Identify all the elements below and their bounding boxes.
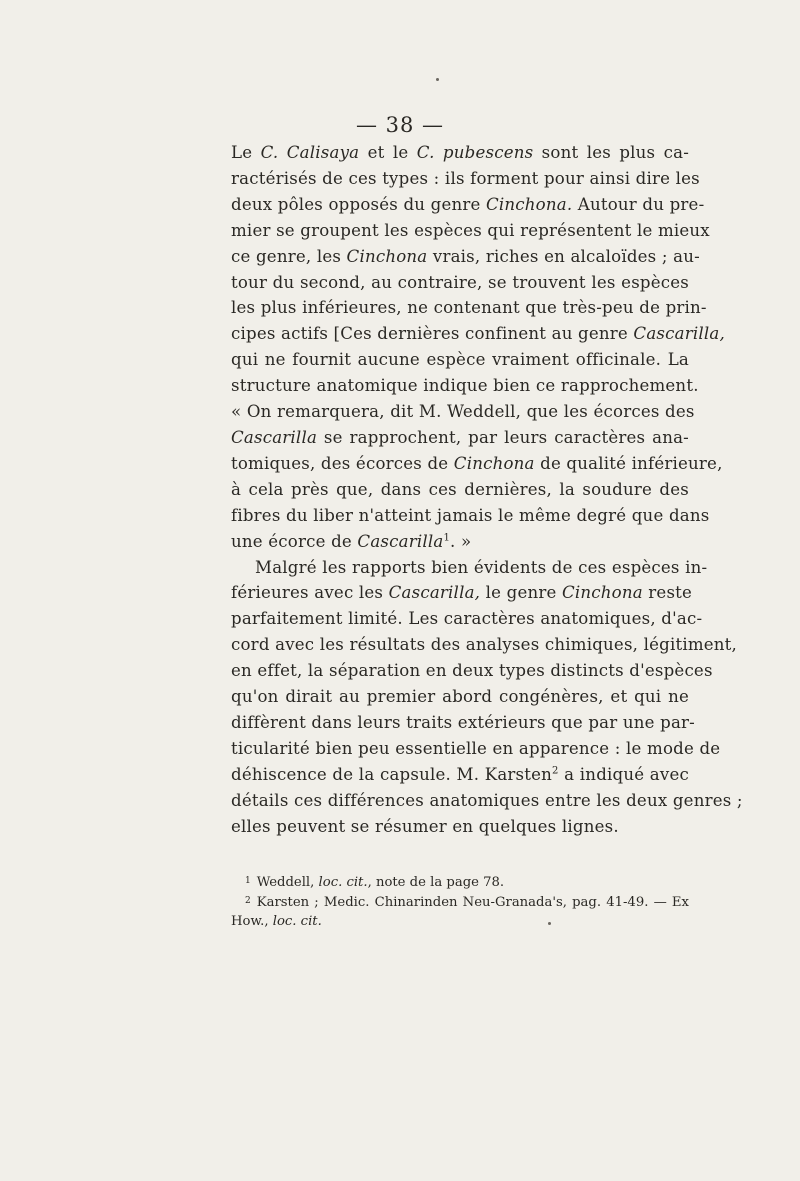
text-line: elles peuvent se résumer en quelques lignes.: [231, 816, 619, 836]
footnote-line: [231, 912, 689, 931]
footnotes: [231, 872, 689, 931]
text-line: cord avec les résultats des analyses chimiques, légitiment,: [231, 635, 738, 655]
text-line: qu'on dirait au premier abord congénères, et qui ne: [231, 687, 689, 707]
footnote-text: Weddell, loc. cit., note de la page 78.: [256, 875, 505, 890]
text-line: cipes actifs [Ces dernières confinent au genre Cascarilla,: [231, 324, 725, 344]
text-line: ce genre, les Cinchona vrais, riches en alcaloïdes ; au-: [231, 246, 700, 266]
text-line: parfaitement limité. Les caractères anatomiques, d'ac-: [231, 609, 703, 629]
footnote-number: 1: [245, 876, 251, 886]
paper-speck: [436, 78, 439, 81]
footnote-line: [231, 892, 689, 912]
text-line: détails ces différences anatomiques entre les deux genres ;: [231, 790, 743, 810]
footnote-text: Karsten ; Medic. Chinarinden Neu-Granada's, pag. 41-49. — Ex: [256, 895, 689, 910]
text-line: déhiscence de la capsule. M. Karsten$^2$ a indiqué avec: [231, 764, 689, 784]
footnote-line: [231, 872, 689, 892]
paper-speck: [548, 922, 551, 925]
text-line: Malgré les rapports bien évidents de ces espèces in-: [255, 557, 708, 577]
text-line: les plus inférieures, ne contenant que très-peu de prin-: [231, 298, 707, 318]
text-line: Le C. Calisaya et le C. pubescens sont les plus ca-: [231, 143, 690, 162]
text-line: structure anatomique indique bien ce rapprochement.: [231, 376, 699, 396]
page-number: — 38 —: [355, 113, 445, 137]
footnote-number: 2: [245, 896, 251, 906]
text-line: ticularité bien peu essentielle en apparence : le mode de: [231, 738, 721, 758]
footnote-text: How., loc. cit.: [231, 914, 322, 929]
text-line: tomiques, des écorces de Cinchona de qualité inférieure,: [231, 453, 723, 473]
text-line: mier se groupent les espèces qui représentent le mieux: [231, 220, 710, 240]
text-line: à cela près que, dans ces dernières, la soudure des: [231, 479, 689, 499]
text-line: férieures avec les Cascarilla, le genre Cinchona reste: [231, 583, 693, 603]
text-line: deux pôles opposés du genre Cinchona. Autour du pre-: [231, 194, 705, 214]
text-line: qui ne fournit aucune espèce vraiment officinale. La: [231, 350, 689, 370]
text-line: ractérisés de ces types : ils forment pour ainsi dire les: [231, 168, 700, 188]
text-line: diffèrent dans leurs traits extérieurs que par une par-: [231, 712, 695, 732]
text-line: en effet, la séparation en deux types distincts d'espèces: [231, 661, 713, 681]
body-text: [231, 140, 743, 839]
text-line: Cascarilla se rapprochent, par leurs caractères ana-: [231, 427, 689, 447]
text-line: une écorce de Cascarilla$^1$. »: [231, 531, 472, 551]
text-line: fibres du liber n'atteint jamais le même degré que dans: [231, 505, 710, 525]
text-line: tour du second, au contraire, se trouvent les espèces: [231, 272, 689, 292]
text-line: « On remarquera, dit M. Weddell, que les écorces des: [231, 402, 695, 422]
